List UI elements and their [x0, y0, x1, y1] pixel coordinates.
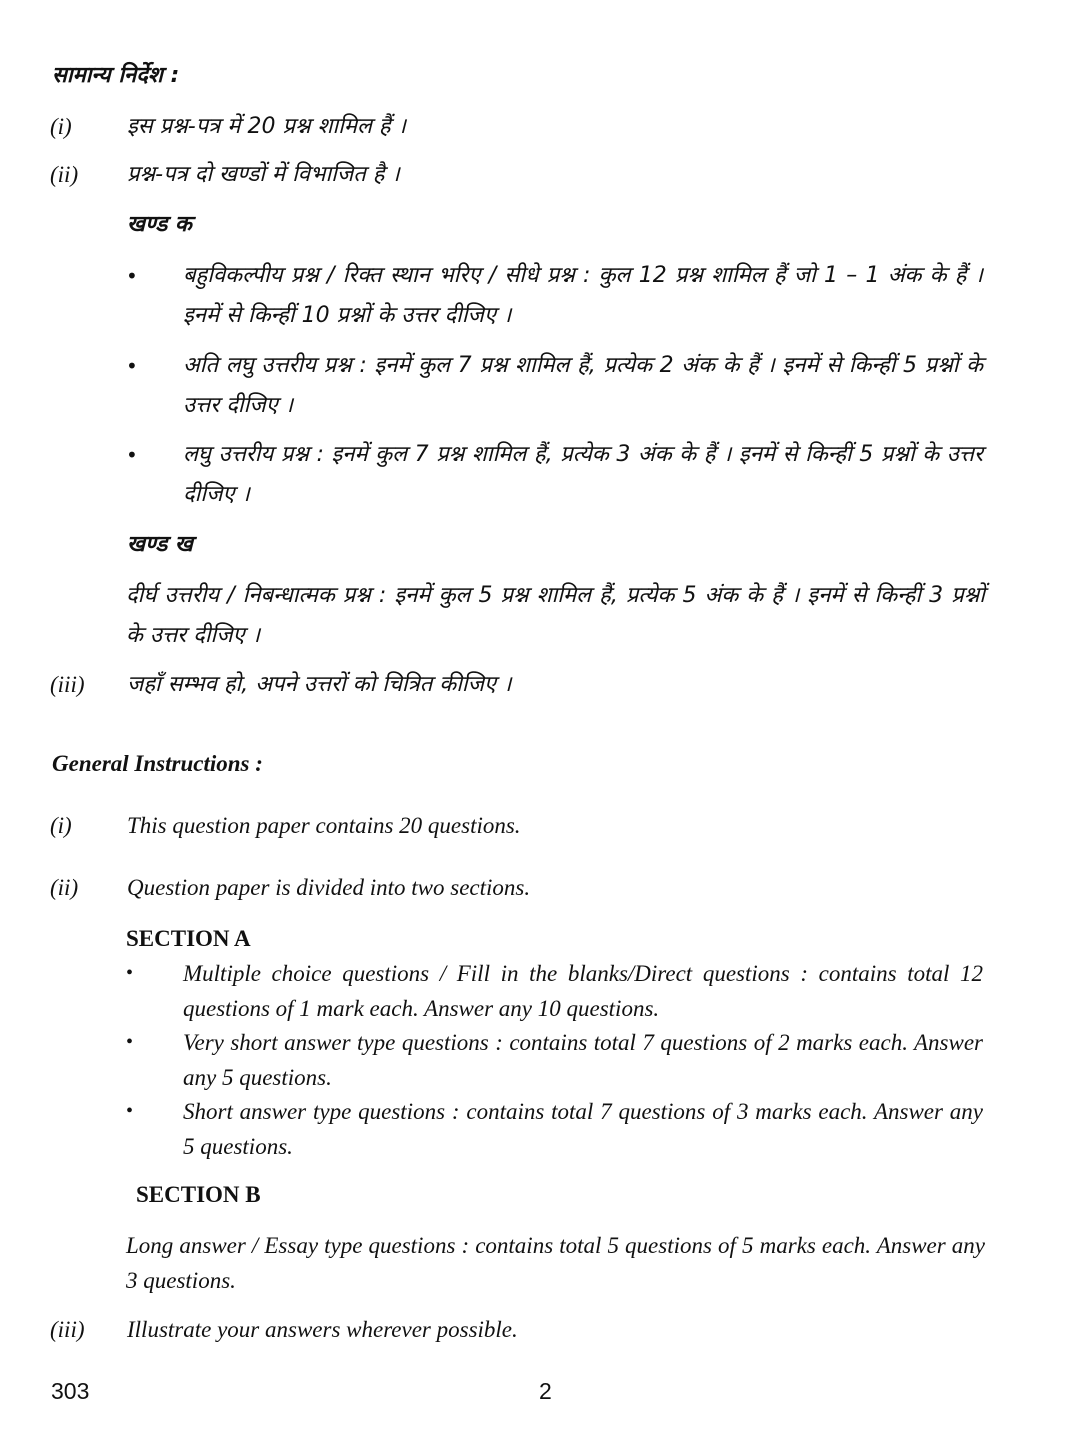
item-text: Illustrate your answers wherever possible.	[127, 1317, 518, 1342]
item-number: (i)	[50, 813, 72, 838]
bullet-text: लघु उत्तरीय प्रश्न : इनमें कुल 7 प्रश्न शामिल हैं, प्रत्येक 3 अंक के हैं । इनमें से किन्हीं 5 प्रश्नों के उत्तर दीजिए ।	[183, 442, 983, 507]
page-number: 2	[539, 1378, 552, 1404]
item-number: (i)	[50, 114, 72, 139]
item-number: (iii)	[50, 1317, 85, 1342]
bullet-mark: •	[126, 1100, 134, 1122]
bullet-text: Multiple choice questions / Fill in the blanks/Direct questions : contains total 12 questions of 1 mark each. Answer any 10 questions.	[183, 961, 983, 1021]
english-bullet-3	[126, 1094, 985, 1164]
item-text: प्रश्न-पत्र दो खण्डों में विभाजित है ।	[127, 162, 400, 187]
bullet-text: बहुविकल्पीय प्रश्न / रिक्त स्थान भरिए / सीधे प्रश्न : कुल 12 प्रश्न शामिल हैं जो 1 – 1 अंक के हैं । इनमें से किन्हीं 10 प्रश्नों के उत्तर दीजिए ।	[183, 263, 983, 328]
hindi-section-a-title: खण्ड क	[127, 212, 192, 237]
item-number: (ii)	[50, 875, 79, 900]
hindi-bullet-1	[126, 256, 985, 340]
bullet-mark: •	[126, 962, 134, 984]
bullet-mark: •	[126, 264, 138, 288]
bullet-mark: •	[126, 1031, 134, 1053]
english-section-b-title: SECTION B	[136, 1182, 261, 1207]
hindi-section-b-text: दीर्घ उत्तरीय / निबन्धात्मक प्रश्न : इनमें कुल 5 प्रश्न शामिल हैं, प्रत्येक 5 अंक के हैं । इनमें से किन्हीं 3 प्रश्नों के उत्तर दीजिए ।	[126, 583, 985, 648]
item-text: इस प्रश्न-पत्र में 20 प्रश्न शामिल हैं ।	[127, 114, 406, 139]
hindi-bullet-2	[126, 346, 985, 430]
english-heading: General Instructions :	[52, 751, 263, 776]
hindi-heading: सामान्य निर्देश :	[52, 63, 180, 88]
english-item-i	[50, 808, 985, 843]
bullet-mark: •	[126, 443, 138, 467]
bullet-mark: •	[126, 354, 138, 378]
bullet-text: Very short answer type questions : contains total 7 questions of 2 marks each. Answer any 5 questions.	[183, 1030, 983, 1090]
item-text: जहाँ सम्भव हो, अपने उत्तरों को चित्रित कीजिए ।	[127, 672, 512, 697]
hindi-section-b-title: खण्ड ख	[127, 532, 193, 557]
hindi-item-iii	[50, 665, 985, 705]
english-section-b-text: Long answer / Essay type questions : contains total 5 questions of 5 marks each. Answer any 3 questions.	[126, 1233, 985, 1293]
hindi-bullet-3	[126, 435, 985, 519]
english-item-ii	[50, 870, 985, 905]
hindi-item-i	[50, 107, 985, 147]
item-text: This question paper contains 20 questions.	[127, 813, 521, 838]
english-item-iii	[50, 1312, 985, 1347]
english-bullet-1	[126, 956, 985, 1026]
item-text: Question paper is divided into two sections.	[127, 875, 531, 900]
item-number: (iii)	[50, 672, 85, 697]
bullet-text: अति लघु उत्तरीय प्रश्न : इनमें कुल 7 प्रश्न शामिल हैं, प्रत्येक 2 अंक के हैं । इनमें से किन्हीं 5 प्रश्नों के उत्तर दीजिए ।	[183, 353, 983, 418]
english-section-a-title: SECTION A	[126, 926, 251, 951]
bullet-text: Short answer type questions : contains total 7 questions of 3 marks each. Answer any 5 questions.	[183, 1099, 983, 1159]
english-bullet-2	[126, 1025, 985, 1095]
hindi-item-ii	[50, 155, 985, 195]
item-number: (ii)	[50, 162, 79, 187]
paper-code: 303	[51, 1378, 90, 1404]
